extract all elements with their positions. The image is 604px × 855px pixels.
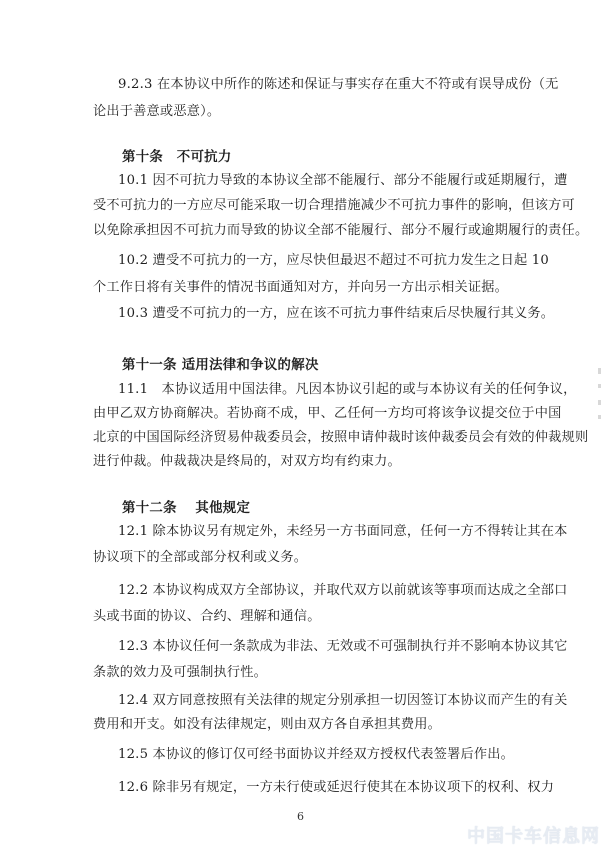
site-watermark: 中国卡车信息网 <box>467 826 600 847</box>
text-line: 论出于善意或恶意）。 <box>93 104 221 119</box>
article-12-heading: 第十二条 其他规定 <box>122 500 251 516</box>
text-line: 受不可抗力的一方应尽可能采取一切合理措施减少不可抗力事件的影响，但该方可 <box>93 198 575 213</box>
scan-edge-mark <box>598 400 601 405</box>
scan-edge-mark <box>598 368 601 374</box>
text-line: 北京的中国国际经济贸易仲裁委员会，按照申请仲裁时该仲裁委员会有效的仲裁规则 <box>93 430 589 445</box>
page-number: 6 <box>297 810 304 823</box>
article-10-heading: 第十条 不可抗力 <box>122 149 232 165</box>
text-line: 条款的效力及可强制执行性。 <box>93 665 268 680</box>
text-line: 10.1 因不可抗力导致的本协议全部不能履行、部分不能履行或延期履行，遭 <box>118 173 568 188</box>
text-line: 12.4 双方同意按照有关法律的规定分别承担一切因签订本协议而产生的有关 <box>118 693 568 708</box>
text-line: 11.1 本协议适用中国法律。凡因本协议引起的或与本协议有关的任何争议， <box>118 382 577 397</box>
text-line: 进行仲裁。仲裁裁决是终局的，对双方均有约束力。 <box>93 454 401 469</box>
article-11-heading: 第十一条 适用法律和争议的解决 <box>122 357 319 373</box>
text-line: 个工作日将有关事件的情况书面通知对方，并向另一方出示相关证据。 <box>93 280 509 295</box>
scan-edge-mark <box>598 415 601 419</box>
scan-edge-mark <box>598 384 601 388</box>
text-line: 12.6 除非另有规定，一方未行使或延迟行使其在本协议项下的权利、权力 <box>118 780 555 795</box>
text-line: 12.2 本协议构成双方全部协议，并取代双方以前就该等事项而达成之全部口 <box>118 583 568 598</box>
text-line: 费用和开支。如没有法律规定，则由双方各自承担其费用。 <box>93 717 442 732</box>
text-line: 12.1 除本协议另有规定外，未经另一方书面同意，任何一方不得转让其在本 <box>118 524 568 539</box>
text-line: 以免除承担因不可抗力而导致的协议全部不能履行、部分不履行或逾期履行的责任。 <box>93 223 589 238</box>
text-line: 12.3 本协议任何一条款成为非法、无效或不可强制执行并不影响本协议其它 <box>118 639 568 654</box>
text-line: 由甲乙双方协商解决。若协商不成，甲、乙任何一方均可将该争议提交位于中国 <box>93 406 562 421</box>
text-line: 10.2 遭受不可抗力的一方，应尽快但最迟不超过不可抗力发生之日起 10 <box>118 253 549 268</box>
text-line: 9.2.3 在本协议中所作的陈述和保证与事实存在重大不符或有误导成份（无 <box>118 77 559 92</box>
text-line: 头或书面的协议、合约、理解和通信。 <box>93 609 321 624</box>
text-line: 12.5 本协议的修订仅可经书面协议并经双方授权代表签署后作出。 <box>118 747 515 762</box>
text-line: 10.3 遭受不可抗力的一方，应在该不可抗力事件结束后尽快履行其义务。 <box>118 306 555 321</box>
text-line: 协议项下的全部或部分权利或义务。 <box>93 550 308 565</box>
